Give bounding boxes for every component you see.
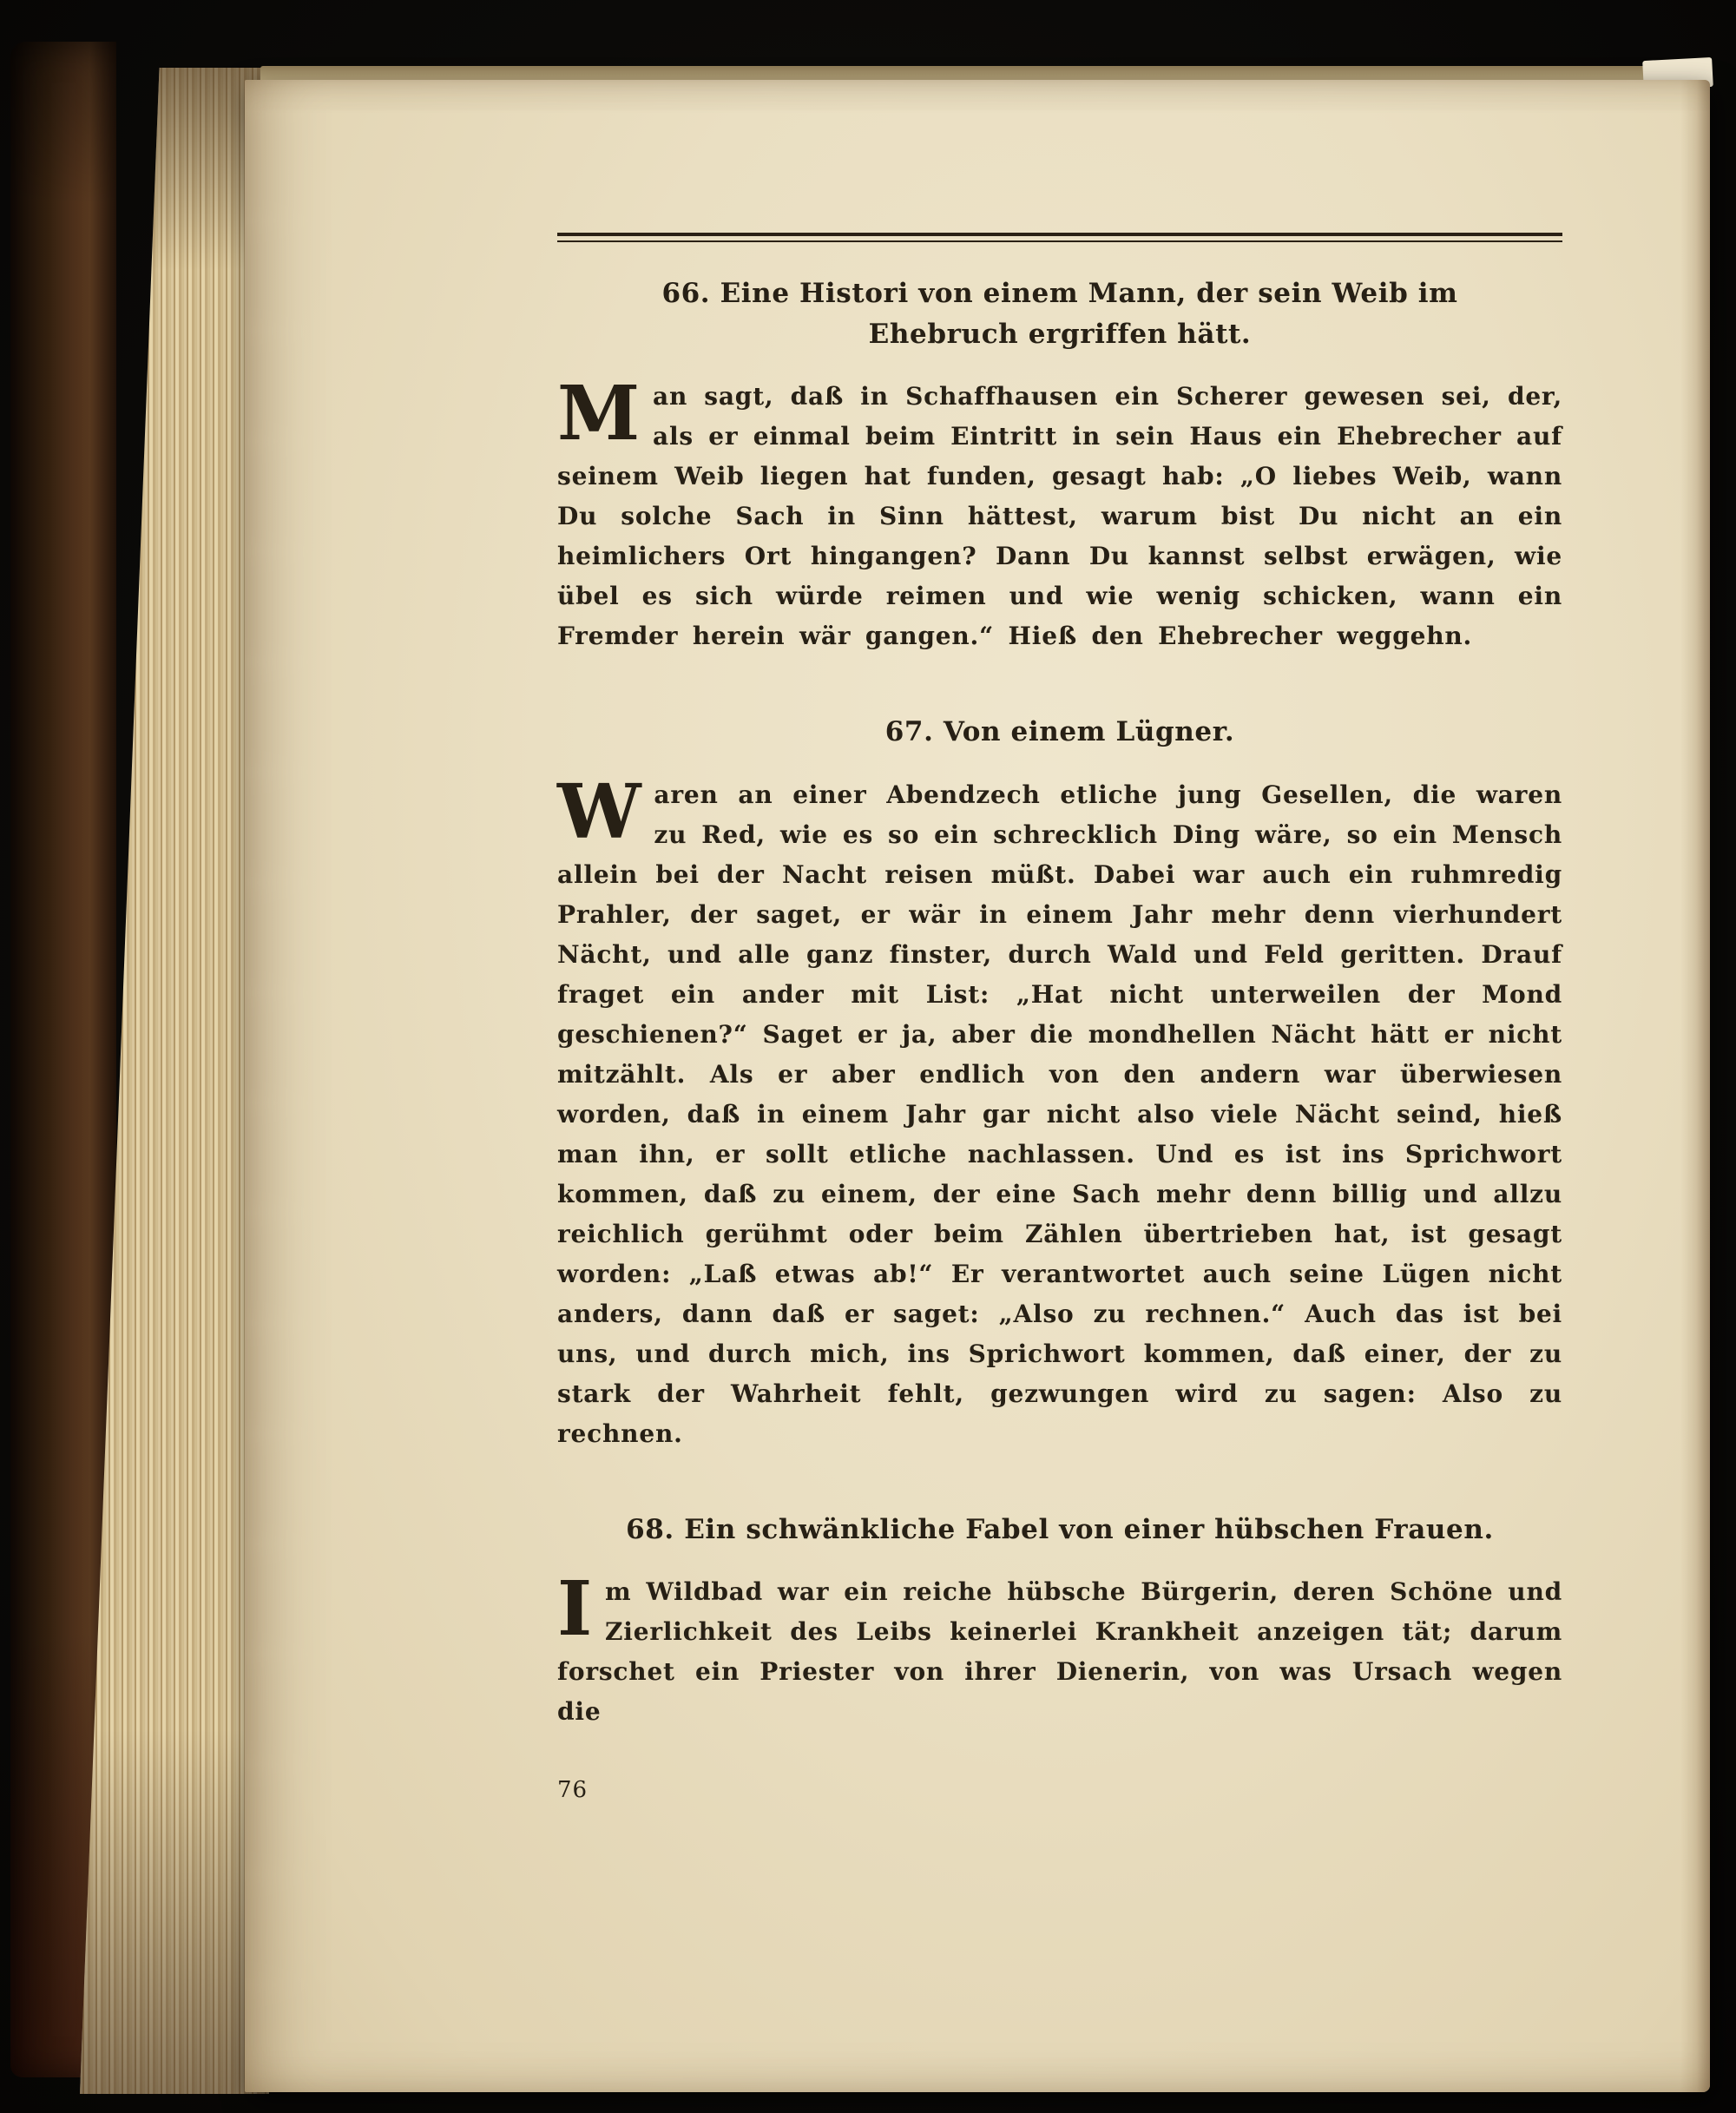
story-68-body (557, 1565, 1562, 1732)
book-page (245, 80, 1710, 2092)
story-68-heading: 68. Ein schwänkliche Fabel von einer hübschen Frauen. (626, 1513, 1494, 1545)
drop-cap-68: I (557, 1565, 594, 1653)
page-text-block (557, 233, 1562, 1803)
story-66-text: an sagt, daß in Schaffhausen ein Scherer gewesen sei, der, als er einmal beim Eintritt in sein Haus ein Ehebrecher auf seinem Weib liegen hat funden, gesagt hab: „O liebes Weib, wann Du solche Sach in Sinn hättest, warum bist Du nicht an ein heimlichers Ort hingangen? Dann Du kannst selbst erwägen, wie übel es sich würde reimen und wie wenig schicken, wann ein Fremder herein wär gangen.“ Hieß den Ehebrecher weggehn. (557, 382, 1562, 650)
story-section-67 (557, 712, 1562, 1454)
story-67-body (557, 767, 1562, 1454)
story-67-text: aren an einer Abendzech etliche jung Gesellen, die waren zu Red, wie es so ein schrecklich Ding wäre, so ein Mensch allein bei der Nacht reisen müßt. Dabei war auch ein ruhmredig Prahler, der saget, er wär in einem Jahr mehr denn vierhundert Nächt, und alle ganz finster, durch Wald und Feld geritten. Drauf fraget ein ander mit List: „Hat nicht unterweilen der Mond geschienen?“ Saget er ja, aber die mondhellen Nächt hätt er nicht mitzählt. Als er aber endlich von den andern war überwiesen worden, daß in einem Jahr gar nicht also viele Nächt seind, hieß man ihn, er sollt etliche nachlassen. Und es ist ins Sprichwort kommen, daß zu einem, der eine Sach mehr denn billig und allzu reichlich gerühmt oder beim Zählen übertrieben hat, ist gesagt worden: „Laß etwas ab!“ Er verantwortet auch seine Lügen nicht anders, dann daß er saget: „Also zu rechnen.“ Auch das ist bei uns, und durch mich, ins Sprichwort kommen, daß einer, der zu stark der Wahrheit fehlt, gezwungen wird zu sagen: Also zu rechnen. (557, 780, 1562, 1448)
drop-cap-67: W (557, 767, 642, 856)
story-67-heading: 67. Von einem Lügner. (884, 716, 1235, 747)
header-rule (557, 233, 1562, 242)
drop-cap-66: M (557, 370, 641, 457)
story-66-body (557, 370, 1562, 656)
story-section-68 (557, 1510, 1562, 1733)
page-right-edge (1680, 80, 1710, 2092)
story-section-66 (557, 273, 1562, 656)
story-66-heading: 66. Eine Histori von einem Mann, der sein Weib im Ehebruch ergriffen hätt. (661, 278, 1458, 350)
page-number: 76 (557, 1777, 589, 1803)
story-68-text: m Wildbad war ein reiche hübsche Bürgerin, deren Schöne und Zierlichkeit des Leibs keinerlei Krankheit anzeigen tät; darum forschet ein Priester von ihrer Dienerin, von was Ursach wegen die (557, 1577, 1562, 1726)
